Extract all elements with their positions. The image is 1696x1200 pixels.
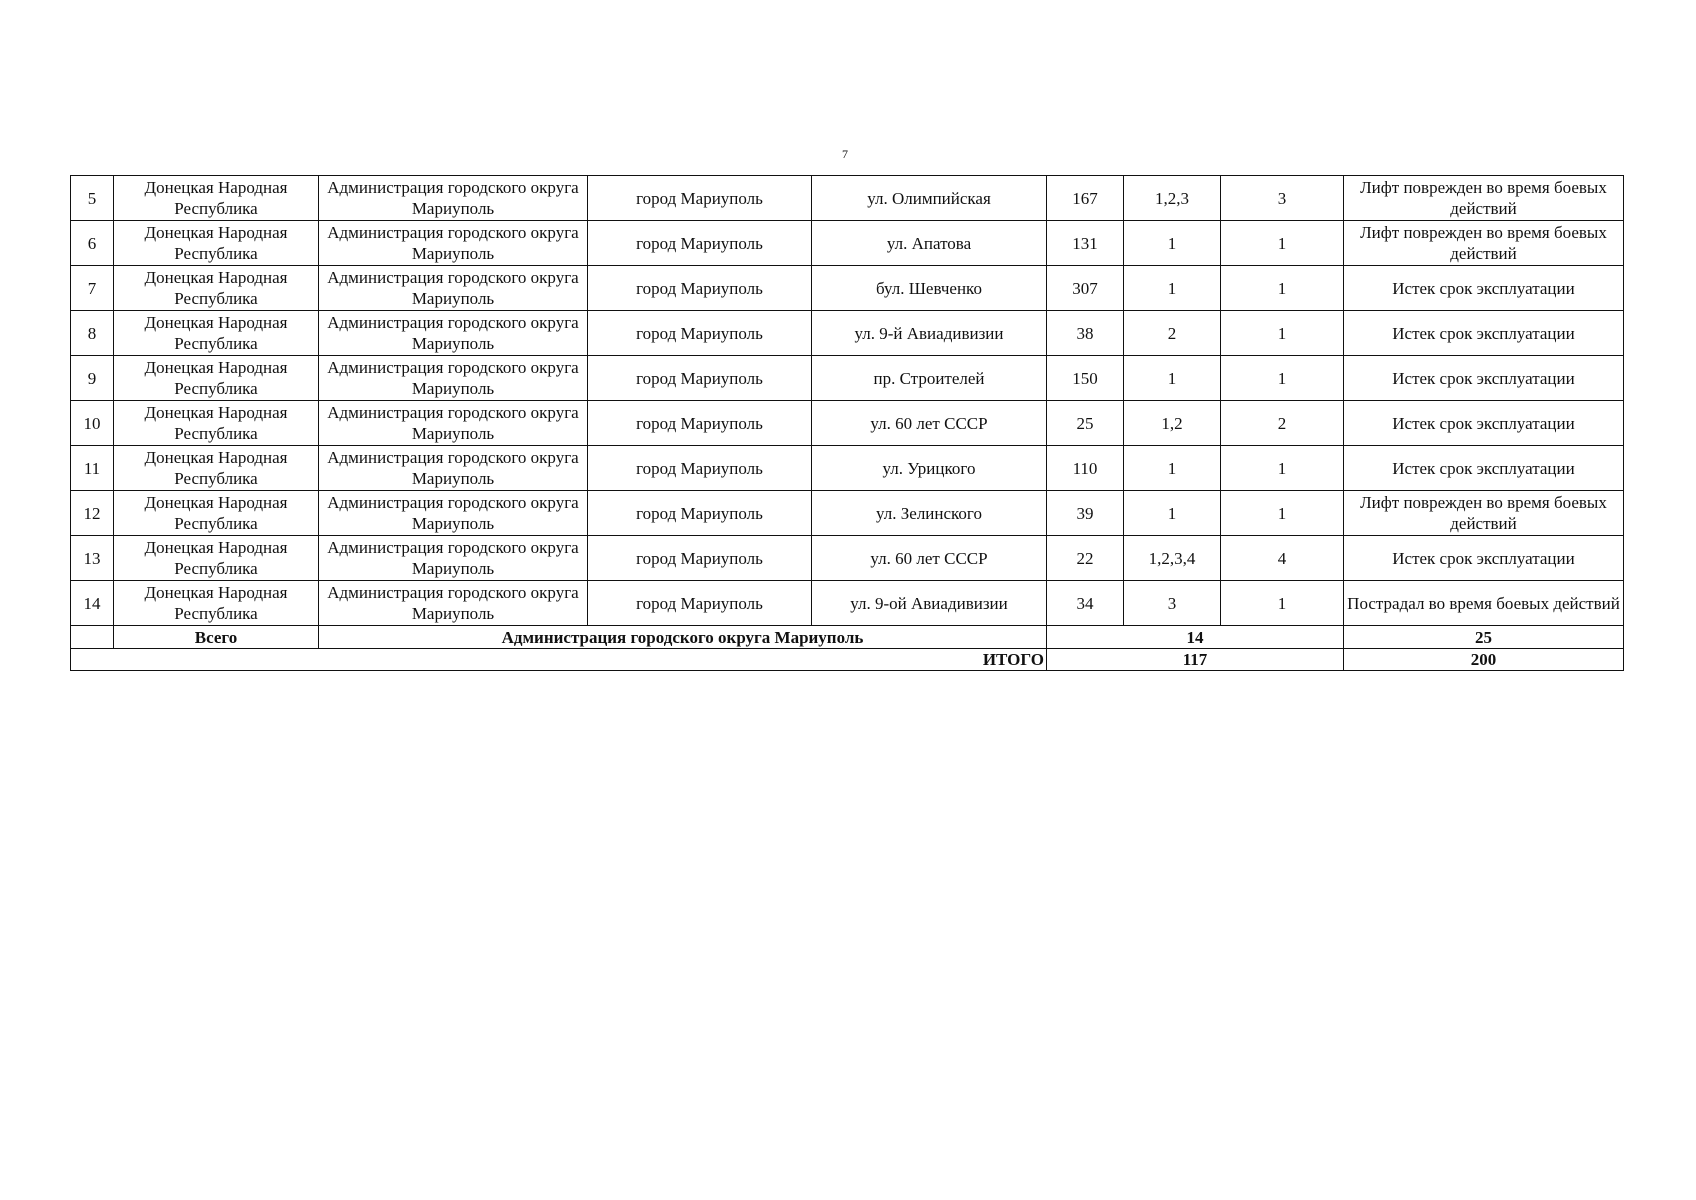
administration-cell: Администрация городского округа Мариуполь (319, 446, 588, 491)
administration-cell: Администрация городского округа Мариуполь (319, 266, 588, 311)
row-number: 9 (71, 356, 114, 401)
row-number: 8 (71, 311, 114, 356)
city-cell: город Мариуполь (588, 536, 812, 581)
region-cell: Донецкая Народная Республика (114, 311, 319, 356)
street-cell: ул. Апатова (812, 221, 1047, 266)
reason-cell: Истек срок эксплуатации (1344, 446, 1624, 491)
row-number: 11 (71, 446, 114, 491)
reason-cell: Пострадал во время боевых действий (1344, 581, 1624, 626)
region-cell: Донецкая Народная Республика (114, 491, 319, 536)
region-cell: Донецкая Народная Республика (114, 266, 319, 311)
lifts-count-cell: 3 (1221, 176, 1344, 221)
reason-cell: Лифт поврежден во время боевых действий (1344, 491, 1624, 536)
grand-total-houses: 117 (1047, 649, 1344, 671)
table-row (71, 491, 1624, 536)
table-row (71, 446, 1624, 491)
house-number-cell: 25 (1047, 401, 1124, 446)
lift-replacement-table (70, 175, 1624, 671)
administration-cell: Администрация городского округа Мариуполь (319, 356, 588, 401)
street-cell: пр. Строителей (812, 356, 1047, 401)
entrances-cell: 1,2,3,4 (1124, 536, 1221, 581)
region-cell: Донецкая Народная Республика (114, 446, 319, 491)
region-cell: Донецкая Народная Республика (114, 221, 319, 266)
total-administration: Администрация городского округа Мариуполь (319, 626, 1047, 649)
entrances-cell: 1 (1124, 221, 1221, 266)
table-row (71, 311, 1624, 356)
region-cell: Донецкая Народная Республика (114, 581, 319, 626)
table-row (71, 581, 1624, 626)
row-number: 10 (71, 401, 114, 446)
entrances-cell: 3 (1124, 581, 1221, 626)
region-cell: Донецкая Народная Республика (114, 176, 319, 221)
lifts-count-cell: 1 (1221, 266, 1344, 311)
administration-cell: Администрация городского округа Мариуполь (319, 221, 588, 266)
reason-cell: Истек срок эксплуатации (1344, 356, 1624, 401)
row-number: 5 (71, 176, 114, 221)
total-lifts: 25 (1344, 626, 1624, 649)
administration-cell: Администрация городского округа Мариуполь (319, 311, 588, 356)
grand-total-label: ИТОГО (71, 649, 1047, 671)
house-number-cell: 307 (1047, 266, 1124, 311)
administration-cell: Администрация городского округа Мариуполь (319, 491, 588, 536)
total-houses: 14 (1047, 626, 1344, 649)
page-number: 7 (842, 147, 848, 161)
administration-cell: Администрация городского округа Мариуполь (319, 581, 588, 626)
table-row (71, 266, 1624, 311)
house-number-cell: 34 (1047, 581, 1124, 626)
lifts-count-cell: 1 (1221, 311, 1344, 356)
table-body (71, 176, 1624, 626)
total-label: Всего (114, 626, 319, 649)
lifts-count-cell: 1 (1221, 581, 1344, 626)
reason-cell: Лифт поврежден во время боевых действий (1344, 176, 1624, 221)
house-number-cell: 167 (1047, 176, 1124, 221)
street-cell: ул. Урицкого (812, 446, 1047, 491)
reason-cell: Истек срок эксплуатации (1344, 266, 1624, 311)
city-cell: город Мариуполь (588, 266, 812, 311)
street-cell: ул. 60 лет СССР (812, 536, 1047, 581)
total-row (71, 626, 1624, 649)
administration-cell: Администрация городского округа Мариуполь (319, 176, 588, 221)
street-cell: ул. 9-й Авиадивизии (812, 311, 1047, 356)
city-cell: город Мариуполь (588, 581, 812, 626)
row-number: 14 (71, 581, 114, 626)
house-number-cell: 22 (1047, 536, 1124, 581)
lifts-count-cell: 4 (1221, 536, 1344, 581)
lifts-count-cell: 2 (1221, 401, 1344, 446)
table-row (71, 176, 1624, 221)
region-cell: Донецкая Народная Республика (114, 536, 319, 581)
table-row (71, 401, 1624, 446)
administration-cell: Администрация городского округа Мариуполь (319, 536, 588, 581)
reason-cell: Истек срок эксплуатации (1344, 536, 1624, 581)
table-row (71, 356, 1624, 401)
grand-total-row (71, 649, 1624, 671)
street-cell: ул. Олимпийская (812, 176, 1047, 221)
city-cell: город Мариуполь (588, 401, 812, 446)
street-cell: ул. Зелинского (812, 491, 1047, 536)
house-number-cell: 39 (1047, 491, 1124, 536)
city-cell: город Мариуполь (588, 491, 812, 536)
lifts-count-cell: 1 (1221, 356, 1344, 401)
house-number-cell: 131 (1047, 221, 1124, 266)
entrances-cell: 2 (1124, 311, 1221, 356)
entrances-cell: 1 (1124, 491, 1221, 536)
lifts-count-cell: 1 (1221, 446, 1344, 491)
reason-cell: Истек срок эксплуатации (1344, 311, 1624, 356)
row-number: 13 (71, 536, 114, 581)
entrances-cell: 1,2,3 (1124, 176, 1221, 221)
street-cell: ул. 9-ой Авиадивизии (812, 581, 1047, 626)
house-number-cell: 150 (1047, 356, 1124, 401)
street-cell: ул. 60 лет СССР (812, 401, 1047, 446)
total-empty-cell (71, 626, 114, 649)
region-cell: Донецкая Народная Республика (114, 356, 319, 401)
city-cell: город Мариуполь (588, 356, 812, 401)
lifts-count-cell: 1 (1221, 491, 1344, 536)
lifts-count-cell: 1 (1221, 221, 1344, 266)
row-number: 7 (71, 266, 114, 311)
table-row (71, 221, 1624, 266)
row-number: 12 (71, 491, 114, 536)
reason-cell: Лифт поврежден во время боевых действий (1344, 221, 1624, 266)
entrances-cell: 1 (1124, 356, 1221, 401)
region-cell: Донецкая Народная Республика (114, 401, 319, 446)
city-cell: город Мариуполь (588, 311, 812, 356)
city-cell: город Мариуполь (588, 446, 812, 491)
street-cell: бул. Шевченко (812, 266, 1047, 311)
reason-cell: Истек срок эксплуатации (1344, 401, 1624, 446)
grand-total-lifts: 200 (1344, 649, 1624, 671)
city-cell: город Мариуполь (588, 221, 812, 266)
table-row (71, 536, 1624, 581)
administration-cell: Администрация городского округа Мариуполь (319, 401, 588, 446)
house-number-cell: 38 (1047, 311, 1124, 356)
entrances-cell: 1 (1124, 446, 1221, 491)
entrances-cell: 1 (1124, 266, 1221, 311)
city-cell: город Мариуполь (588, 176, 812, 221)
entrances-cell: 1,2 (1124, 401, 1221, 446)
row-number: 6 (71, 221, 114, 266)
house-number-cell: 110 (1047, 446, 1124, 491)
